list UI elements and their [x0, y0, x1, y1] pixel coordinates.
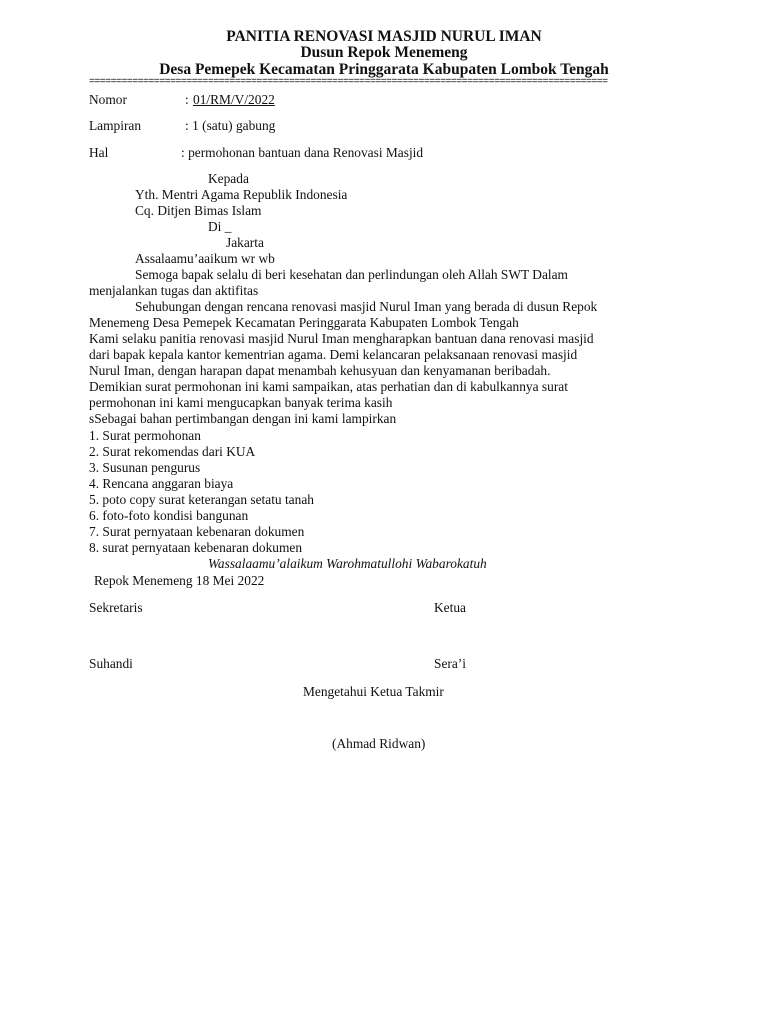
attachments-intro: sSebagai bahan pertimbangan dengan ini kami lampirkan — [89, 411, 397, 426]
paragraph-2-line-2: Menemeng Desa Pemepek Kecamatan Peringgarata Kabupaten Lombok Tengah — [89, 315, 519, 330]
greeting: Assalaamu’aaikum wr wb — [135, 251, 275, 266]
letterhead-village: Desa Pemepek Kecamatan Pringgarata Kabupaten Lombok Tengah — [159, 61, 609, 78]
takmir-name: (Ahmad Ridwan) — [332, 736, 426, 751]
ketua-name: Sera’i — [434, 656, 466, 671]
attachment-item: 7. Surat pernyataan kebenaran dokumen — [89, 524, 305, 539]
recipient-kepada: Kepada — [208, 171, 249, 186]
attachment-item: 1. Surat permohonan — [89, 428, 201, 443]
letterhead-hamlet: Dusun Repok Menemeng — [300, 44, 468, 61]
sekretaris-name: Suhandi — [89, 656, 133, 671]
recipient-di: Di _ — [208, 219, 232, 234]
lampiran-label: Lampiran — [89, 118, 142, 133]
attachment-item: 5. poto copy surat keterangan setatu tanah — [89, 492, 314, 507]
place-date: Repok Menemeng 18 Mei 2022 — [94, 573, 265, 588]
takmir-title: Mengetahui Ketua Takmir — [303, 684, 444, 699]
nomor-separator: : — [185, 92, 189, 107]
attachment-item: 8. surat pernyataan kebenaran dokumen — [89, 540, 303, 555]
paragraph-3-line-3: Nurul Iman, dengan harapan dapat menambah kehusyuan dan kenyamanan beribadah. — [89, 363, 551, 378]
paragraph-4-line-1: Demikian surat permohonan ini kami sampaikan, atas perhatian dan di kabulkannya surat — [89, 379, 568, 394]
recipient-cq: Cq. Ditjen Bimas Islam — [135, 203, 262, 218]
header-divider: ================================================================================================ — [89, 77, 608, 88]
paragraph-3-line-2: dari bapak kepala kantor kementrian agama. Demi kelancaran pelaksanaan renovasi masjid — [89, 347, 578, 362]
closing-salam: Wassalaamu’alaikum Warohmatullohi Wabarokatuh — [208, 556, 487, 571]
paragraph-1-line-1: Semoga bapak selalu di beri kesehatan dan perlindungan oleh Allah SWT Dalam — [135, 267, 568, 282]
recipient-name: Yth. Mentri Agama Republik Indonesia — [135, 187, 348, 202]
paragraph-4-line-2: permohonan ini kami mengucapkan banyak terima kasih — [89, 395, 393, 410]
attachment-item: 2. Surat rekomendas dari KUA — [89, 444, 256, 459]
attachment-item: 4. Rencana anggaran biaya — [89, 476, 234, 491]
paragraph-1-line-2: menjalankan tugas dan aktifitas — [89, 283, 259, 298]
attachment-item: 3. Susunan pengurus — [89, 460, 201, 475]
nomor-value: 01/RM/V/2022 — [193, 92, 275, 107]
sekretaris-title: Sekretaris — [89, 600, 143, 615]
ketua-title: Ketua — [434, 600, 466, 615]
nomor-label: Nomor — [89, 92, 127, 107]
lampiran-value: : 1 (satu) gabung — [185, 118, 276, 133]
hal-label: Hal — [89, 145, 109, 160]
hal-value: : permohonan bantuan dana Renovasi Masjid — [181, 145, 424, 160]
recipient-city: Jakarta — [226, 235, 264, 250]
paragraph-3-line-1: Kami selaku panitia renovasi masjid Nurul Iman mengharapkan bantuan dana renovasi masjid — [89, 331, 594, 346]
paragraph-2-line-1: Sehubungan dengan rencana renovasi masjid Nurul Iman yang berada di dusun Repok — [135, 299, 598, 314]
letterhead-committee: PANITIA RENOVASI MASJID NURUL IMAN — [226, 28, 542, 45]
attachment-item: 6. foto-foto kondisi bangunan — [89, 508, 249, 523]
